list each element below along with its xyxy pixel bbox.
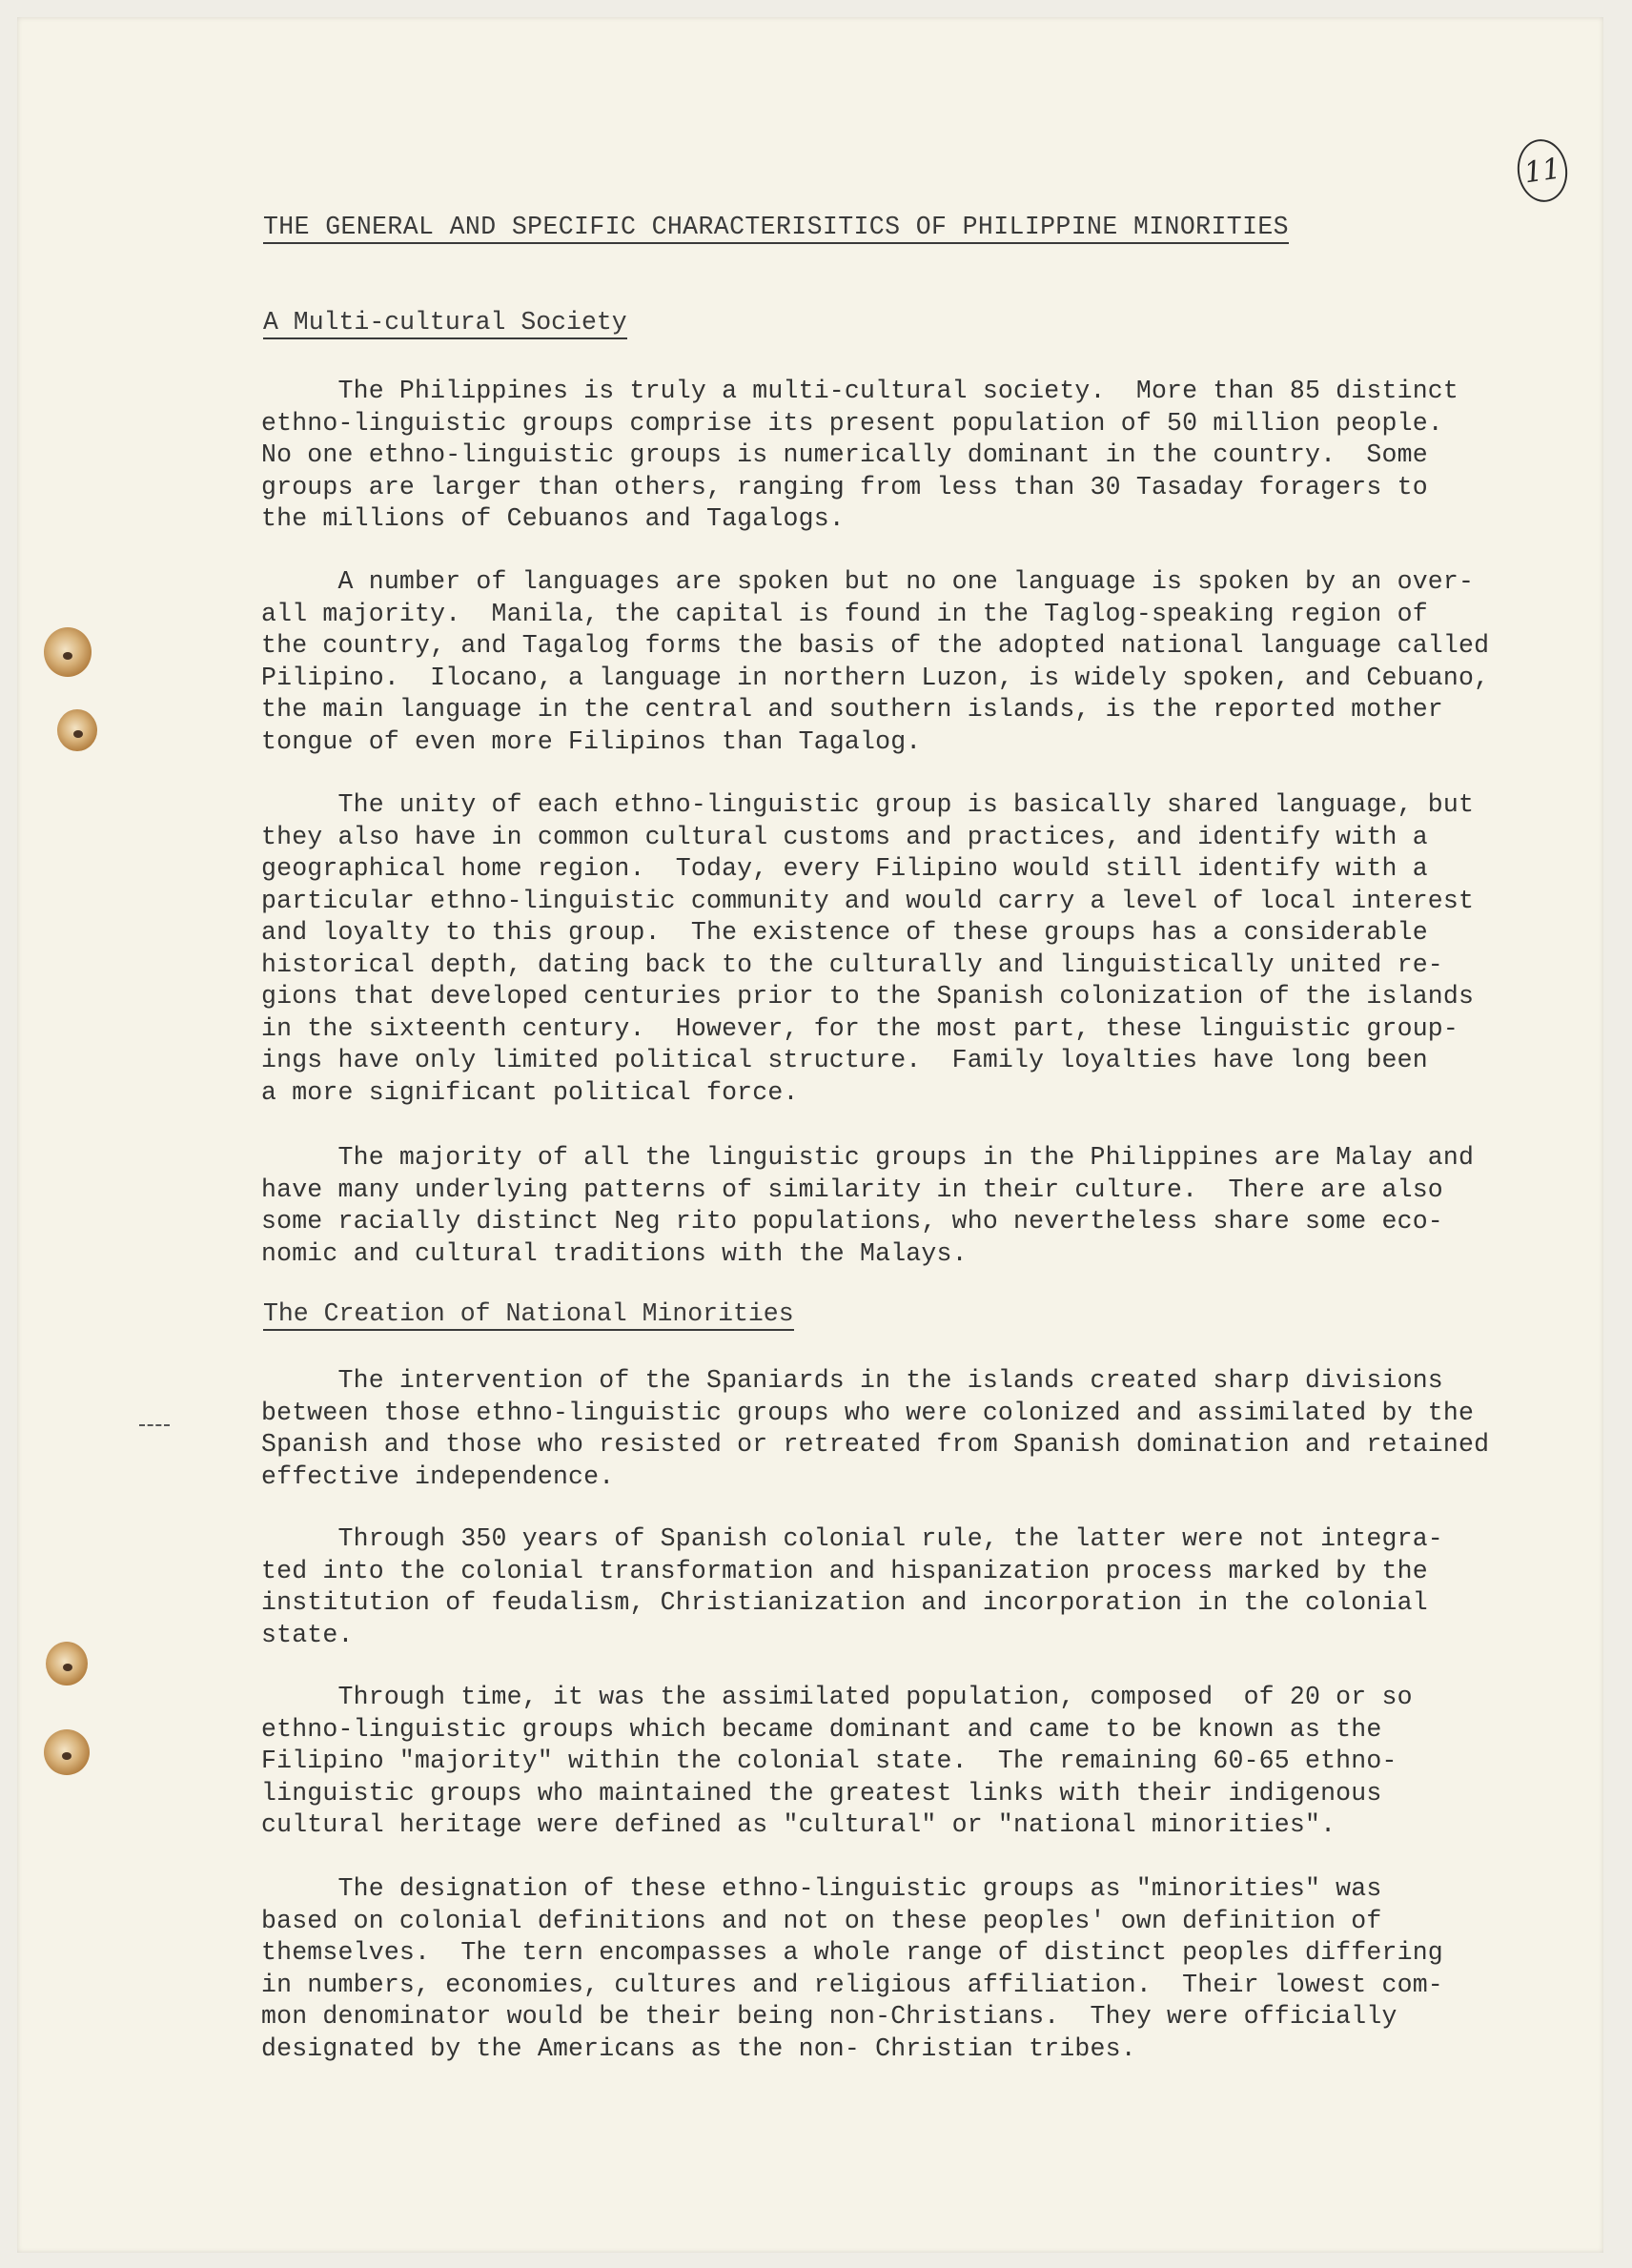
punch-hole-mark: [44, 1729, 90, 1775]
handwritten-page-number: 11: [1514, 136, 1572, 206]
paragraph: Through time, it was the assimilated population, composed of 20 or so ethno-linguistic groups which became dominant and came to be known as the Filipino "majority" within the colonial state. The remaining 60-65 ethno- linguistic groups who maintained the greatest links with their indigenous cultural heritage were defined as "cultural" or "national minorities".: [261, 1683, 1413, 1839]
punch-hole-mark: [44, 627, 92, 677]
margin-dash-mark: [139, 1424, 170, 1429]
paragraph: The Philippines is truly a multi-cultural society. More than 85 distinct ethno-linguistic groups comprise its present population of 50 million people. No one ethno-linguistic groups is numerically dominant in the country. Some groups are larger than others, ranging from less than 30 Tasaday foragers to the millions of Cebuanos and Tagalogs.: [261, 377, 1459, 533]
punch-hole-mark: [46, 1642, 88, 1686]
section-heading-national-minorities: The Creation of National Minorities: [263, 1299, 794, 1331]
paragraph: The majority of all the linguistic groups in the Philippines are Malay and have many underlying patterns of similarity in their culture. There are also some racially distinct Neg rito populations, who nevertheless share some eco- nomic and cultural traditions with the Malays.: [261, 1143, 1475, 1268]
paragraph: The intervention of the Spaniards in the islands created sharp divisions between those ethno-linguistic groups who were colonized and assimilated by the Spanish and those who resisted or retreated from Spanish domination and retained effective independence.: [261, 1366, 1490, 1491]
document-page: [17, 17, 1603, 2253]
paragraph: A number of languages are spoken but no one language is spoken by an over- all majority. Manila, the capital is found in the Taglog-speaking region of the country, and Tagalog forms the basis of the adopted national language called Pilipino. Ilocano, a language in northern Luzon, is widely spoken, and Cebuano, the main language in the central and southern islands, is the reported mother tongue of even more Filipinos than Tagalog.: [261, 567, 1490, 756]
document-title: THE GENERAL AND SPECIFIC CHARACTERISITICS OF PHILIPPINE MINORITIES: [263, 213, 1289, 244]
section-heading-multicultural: A Multi-cultural Society: [263, 308, 627, 339]
paragraph: The designation of these ethno-linguistic groups as "minorities" was based on colonial definitions and not on these peoples' own definition of themselves. The tern encompasses a whole range of distinct peoples differing in numbers, economies, cultures and religious affiliation. Their lowest com- mon denominator would be their being non-Christians. They were officially designated by the Americans as the non- Christian tribes.: [261, 1874, 1443, 2063]
punch-hole-mark: [57, 709, 97, 751]
paragraph: The unity of each ethno-linguistic group is basically shared language, but they also have in common cultural customs and practices, and identify with a geographical home region. Today, every Filipino would still identify with a particular ethno-linguistic community and would carry a level of local interest and loyalty to this group. The existence of these groups has a considerable historical depth, dating back to the culturally and linguistically united re- gions that developed centuries prior to the Spanish colonization of the islands in the sixteenth century. However, for the most part, these linguistic group- ings have only limited political structure. Family loyalties have long been a more significant political force.: [261, 790, 1475, 1107]
paragraph: Through 350 years of Spanish colonial rule, the latter were not integra- ted into the colonial transformation and hispanization process marked by the institution of feudalism, Christianization and incorporation in the colonial state.: [261, 1524, 1443, 1649]
